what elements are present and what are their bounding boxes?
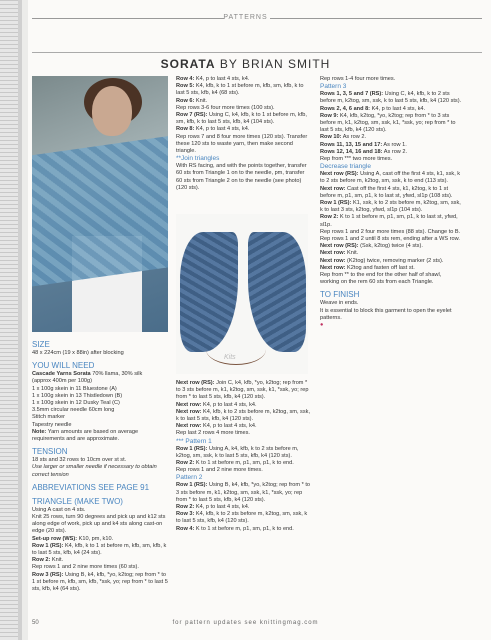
model-photo bbox=[32, 76, 168, 332]
pattern-byline: BY BRIAN SMITH bbox=[219, 57, 331, 71]
text-line: 3.5mm circular needle 60cm long bbox=[32, 407, 115, 414]
middle-column-top bbox=[176, 76, 312, 192]
instruction-row bbox=[176, 98, 312, 105]
row-label: Row 5: bbox=[176, 83, 195, 90]
row-label: Row 2: bbox=[32, 557, 51, 564]
middle-column-bottom bbox=[176, 380, 312, 533]
row-text: K to 1 st before m, p1, sm, p1, k to end. bbox=[194, 525, 294, 532]
instruction-row bbox=[320, 142, 462, 149]
row-label: Row 2: bbox=[320, 214, 339, 221]
instruction-row bbox=[320, 91, 462, 105]
row-text: K4, p to last 4 sts, k4. bbox=[194, 126, 250, 133]
row-label: Row 1 (RS): bbox=[320, 200, 352, 207]
row-text: K4, kfb, k to 2 sts before m, k2tog, sm, ssk, k to last 5 sts, kfb, k4 (120 sts). bbox=[176, 408, 310, 423]
row-label: Row 8: bbox=[176, 126, 195, 133]
row-text: Knit. bbox=[50, 557, 64, 564]
row-text: As row 2. bbox=[341, 134, 367, 141]
row-label: Row 1 (RS): bbox=[32, 542, 64, 549]
row-text: Using A cast on 4 sts. bbox=[32, 506, 86, 513]
yarn-line: Cascade Yarns Sorata 70% llama, 30% silk bbox=[32, 371, 143, 378]
footer-text: for pattern updates see knittingmag.com bbox=[172, 620, 319, 626]
pattern1-rows bbox=[176, 446, 312, 475]
row-label: Set-up row (WS): bbox=[32, 535, 78, 542]
instruction-row bbox=[32, 557, 170, 564]
instruction-row bbox=[176, 446, 312, 460]
row-text: K4, p to last 4 sts, k4. bbox=[194, 76, 250, 82]
text-line: 1 x 100g skein in 12 Dusky Teal (C) bbox=[32, 400, 120, 407]
join-heading: **Join triangles bbox=[176, 155, 220, 163]
instruction-row bbox=[176, 105, 312, 112]
pattern2-heading: Pattern 2 bbox=[176, 474, 203, 482]
row-label: Next row: bbox=[176, 401, 202, 408]
instruction-row bbox=[32, 564, 170, 571]
text-line: Stitch marker bbox=[32, 414, 65, 421]
decrease-heading: Decrease triangle bbox=[320, 163, 371, 171]
instruction-row bbox=[176, 112, 312, 126]
instruction-row bbox=[320, 272, 462, 286]
instruction-row bbox=[176, 467, 312, 474]
tension-text: 18 sts and 32 rows to 10cm over st st. bbox=[32, 457, 127, 464]
row-text: K4, p to last 4 sts, k4. bbox=[370, 105, 426, 112]
row-text: Rep from *** two more times. bbox=[320, 156, 393, 163]
instruction-row bbox=[320, 113, 462, 135]
row-label: Next row: bbox=[320, 264, 346, 271]
instruction-row bbox=[320, 200, 462, 214]
section-header: PATTERNS bbox=[223, 14, 268, 21]
text-line: It is essential to block this garment to open the eyelet patterns. bbox=[320, 307, 452, 321]
instruction-row bbox=[32, 536, 170, 543]
row-text: Knit 25 rows, turn 90 degrees and pick up and k12 sts along edge of work, pick up and k4 sts along cast-on edge (20 sts). bbox=[32, 514, 166, 535]
text-line: Tapestry needle bbox=[32, 421, 72, 428]
text-line: 1 x 100g skein in 11 Bluestone (A) bbox=[32, 385, 117, 392]
triangle-rows bbox=[32, 507, 170, 593]
photo-shawl bbox=[32, 135, 168, 286]
row-label: Row 9: bbox=[320, 112, 339, 119]
repeat-text: Rep rows 1-4 four more times. bbox=[320, 76, 396, 82]
instruction-row bbox=[320, 186, 462, 200]
title-rule bbox=[32, 52, 482, 53]
row-label: Row 1 (RS): bbox=[176, 482, 208, 489]
photo-face bbox=[92, 86, 132, 136]
row-text: K2tog and fasten off last st. bbox=[345, 264, 415, 271]
row-text: K4, p to last 4 sts, k4. bbox=[201, 401, 257, 408]
instruction-row bbox=[320, 156, 462, 163]
end-mark: ● bbox=[320, 322, 324, 329]
row-label: Rows 1, 3, 5 and 7 (RS): bbox=[320, 91, 384, 98]
row-text: Rep last 2 rows 4 more times. bbox=[176, 430, 250, 437]
row-text: K4, kfb, k2tog, *yo, k2tog; rep from * to 3 sts before m, k1, k2tog, sm, ssk, k1, *ssk, yo; rep from * to last 5 sts, kfb, k4 (120 sts). bbox=[320, 112, 456, 134]
instruction-row bbox=[176, 126, 312, 133]
row-label: Row 3 (RS): bbox=[32, 571, 64, 578]
instruction-row bbox=[320, 171, 462, 185]
pattern-title bbox=[0, 57, 491, 71]
triangle-heading: TRIANGLE (MAKE TWO) bbox=[32, 496, 123, 506]
join-photo bbox=[176, 214, 308, 374]
instruction-row bbox=[176, 504, 312, 511]
row-text: (Ssk, k2tog) twice (4 sts). bbox=[358, 243, 423, 250]
row-text: Knit. bbox=[194, 97, 208, 104]
instruction-row bbox=[176, 380, 312, 402]
yarn-heading: YOU WILL NEED bbox=[32, 361, 95, 371]
row-text: Rep rows 1 and 2 nine more times. bbox=[176, 467, 263, 474]
row-text: Rep rows 1 and 2 nine more times (60 sts). bbox=[32, 564, 139, 571]
row-label: Next row: bbox=[320, 257, 346, 264]
middle-rows bbox=[176, 76, 312, 155]
left-column bbox=[32, 336, 170, 593]
instruction-row bbox=[176, 482, 312, 504]
size-heading: SIZE bbox=[32, 340, 50, 349]
instruction-row bbox=[32, 572, 170, 594]
row-label: Row 3: bbox=[176, 511, 195, 518]
instruction-row bbox=[320, 149, 462, 156]
row-text: Knit. bbox=[345, 250, 359, 257]
row-label: Rows 2, 4, 6 and 8: bbox=[320, 105, 371, 112]
row-text: Rep rows 3-6 four more times (100 sts). bbox=[176, 104, 275, 111]
row-text: K4, kfb, k to 1 st before m, kfb, sm, kfb, k to last 5 sts, kfb, k4 (24 sts). bbox=[32, 542, 167, 557]
row-text: Using C, k4, kfb, k to 1 st before m, kfb, sm, kfb, k to last 5 sts, kfb, k4 (104 sts). bbox=[176, 112, 307, 126]
instruction-row bbox=[320, 236, 462, 243]
instruction-row bbox=[320, 243, 462, 250]
size-text: 48 x 224cm (19 x 88in) after blocking bbox=[32, 350, 124, 356]
instruction-row bbox=[176, 83, 312, 97]
yarn-list bbox=[32, 378, 170, 428]
row-text: K to 1 st before m, p1, sm, p1, k to end. bbox=[194, 460, 294, 467]
text-line: 1 x 100g skein in 13 Thistledown (B) bbox=[32, 392, 123, 399]
row-label: Next row (RS): bbox=[320, 243, 359, 250]
instruction-row bbox=[176, 402, 312, 409]
join-text: With RS facing, and with the points together, transfer 60 sts from Triangle 1 on to the needle, pm, transfer 60 sts from Triangle 2 on to the needle (see photo) (120 sts). bbox=[176, 163, 307, 191]
row-label: Row 6: bbox=[176, 97, 195, 104]
instruction-row bbox=[176, 134, 312, 156]
row-text: Using B, k4, kfb, *yo, k2tog; rep from * to 3 sts before m, k1, k2tog, sm, ssk, k1, *ssk, yo; rep from * to last 5 sts, kfb, k4 (120 sts). bbox=[176, 482, 310, 503]
instruction-row bbox=[176, 423, 312, 430]
yarn-note: Note: Yarn amounts are based on average requirements and are approximate. bbox=[32, 428, 139, 443]
pattern-name: SORATA bbox=[160, 57, 216, 71]
instruction-row bbox=[176, 430, 312, 437]
row-text: K to 1 st before m, p1, sm, p1, k to last st, yfwd, sl1p. bbox=[320, 214, 458, 228]
row-label: Next row: bbox=[320, 250, 346, 257]
row-label: Row 10: bbox=[320, 134, 342, 141]
row-text: K10, pm, k10. bbox=[77, 535, 114, 542]
row-text: K4, p to last 4 sts, k4. bbox=[194, 504, 250, 511]
instruction-row bbox=[320, 106, 462, 113]
tension-heading: TENSION bbox=[32, 447, 68, 457]
row-label: Row 4: bbox=[176, 525, 195, 532]
row-text: Cast off the first 4 sts, k1, k2tog, k to 1 st before m, p1, sm, p1, k to last st, yfwd, sl1p (108 sts). bbox=[320, 185, 453, 199]
circular-needle bbox=[206, 334, 266, 365]
instruction-row bbox=[176, 526, 312, 533]
row-label: Row 7 (RS): bbox=[176, 112, 208, 119]
row-text: K4, p to last 4 sts, k4. bbox=[201, 423, 257, 430]
tension-note: Use larger or smaller needle if necessary to obtain correct tension bbox=[32, 464, 157, 478]
photo-watermark: Kits bbox=[224, 354, 236, 361]
row-text: As row 2. bbox=[382, 148, 408, 155]
instruction-row bbox=[320, 134, 462, 141]
row-text: K4, kfb, k to 2 sts before m, k2tog, sm, ssk, k to last 5 sts, kfb, k4 (120 sts). bbox=[176, 511, 308, 525]
row-text: K4, kfb, k to 1 st before m, kfb, sm, kfb, k to last 5 sts, kfb, k4 (68 sts). bbox=[176, 83, 304, 97]
finish-lines bbox=[320, 300, 462, 322]
row-text: Using A, cast off the first 4 sts, k1, ssk, k to 2 sts before m, k2tog, sm, ssk, k to end (113 sts). bbox=[320, 171, 461, 185]
page-spine bbox=[22, 0, 28, 640]
row-label: Next row (RS): bbox=[320, 171, 359, 178]
row-text: Rep from ** to the end for the other half of shawl, working on the rem 60 sts from each Triangle. bbox=[320, 272, 442, 286]
instruction-row bbox=[320, 258, 462, 265]
instruction-row bbox=[320, 250, 462, 257]
row-text: K1, ssk, k to 2 sts before m, k2tog, sm, ssk, k to last 3 sts, k2tog, yfwd, sl1p (104 sts). bbox=[320, 200, 461, 214]
row-label: Row 2: bbox=[176, 460, 195, 467]
row-text: Using A, k4, kfb, k to 2 sts before m, k2tog, sm, ssk, k to last 5 sts, kfb, k4 (120 sts). bbox=[176, 445, 299, 459]
row-text: Rep rows 1 and 2 until 8 sts rem, ending after a WS row. bbox=[320, 236, 460, 243]
abbreviations-heading: ABBREVIATIONS SEE PAGE 91 bbox=[32, 482, 150, 492]
row-label: Next row: bbox=[176, 408, 202, 415]
instruction-row bbox=[320, 214, 462, 228]
header-rule-right bbox=[270, 18, 482, 19]
row-text: Using C, k4, kfb, k to 2 sts before m, k2tog, sm, ssk, k to last 5 sts, kfb, k4 (120 sts). bbox=[320, 91, 462, 105]
finish-heading: TO FINISH bbox=[320, 290, 360, 300]
row-label: Next row: bbox=[176, 423, 202, 430]
row-text: Using B, k4, kfb, *yo, k2tog; rep from * to 1 st before m, kfb, sm, kfb, *ssk, yo; rep from * to last 5 sts, kfb, k4 (64 sts). bbox=[32, 571, 168, 593]
row-label: Next row: bbox=[320, 185, 346, 192]
instruction-row bbox=[32, 543, 170, 557]
row-label: Rows 11, 13, 15 and 17: bbox=[320, 141, 383, 148]
pattern3-heading: Pattern 3 bbox=[320, 83, 347, 91]
instruction-row bbox=[176, 76, 312, 83]
instruction-row bbox=[176, 460, 312, 467]
instruction-row bbox=[320, 229, 462, 236]
pattern3-rows bbox=[320, 91, 462, 163]
pattern2-rows bbox=[176, 482, 312, 532]
instruction-row bbox=[32, 507, 170, 514]
join-rows bbox=[176, 380, 312, 438]
text-line: Weave in ends. bbox=[320, 300, 359, 307]
pattern1-heading: *** Pattern 1 bbox=[176, 437, 212, 445]
row-label: Row 4: bbox=[176, 76, 195, 82]
row-text: As row 1. bbox=[382, 141, 407, 148]
row-text: Rep rows 1 and 2 four more times (88 sts). Change to B. bbox=[320, 228, 461, 235]
right-column bbox=[320, 76, 462, 329]
row-text: (K2tog) twice, removing marker (2 sts). bbox=[345, 257, 444, 264]
row-label: Row 1 (RS): bbox=[176, 445, 208, 452]
instruction-row bbox=[176, 511, 312, 525]
ruler bbox=[0, 0, 19, 640]
row-text: Rep rows 7 and 8 four more times (120 sts). Transfer these 120 sts to waste yarn, then make second triangle. bbox=[176, 133, 308, 155]
text-line: (approx 400m per 100g) bbox=[32, 378, 93, 385]
decrease-rows bbox=[320, 171, 462, 286]
instruction-row bbox=[320, 265, 462, 272]
row-label: Rows 12, 14, 16 and 18: bbox=[320, 148, 383, 155]
instruction-row bbox=[176, 409, 312, 423]
row-label: Row 2: bbox=[176, 504, 195, 511]
page-number: 50 bbox=[32, 620, 39, 626]
instruction-row bbox=[32, 514, 170, 536]
row-label: Next row (RS): bbox=[176, 380, 215, 386]
row-text: Join C, k4, kfb, *yo, k2tog; rep from * to 3 sts before m, k1, k2tog, sm, ssk, k1, *ssk, yo; rep from * to last 5 sts, kfb, k4 (120 sts). bbox=[176, 380, 309, 401]
